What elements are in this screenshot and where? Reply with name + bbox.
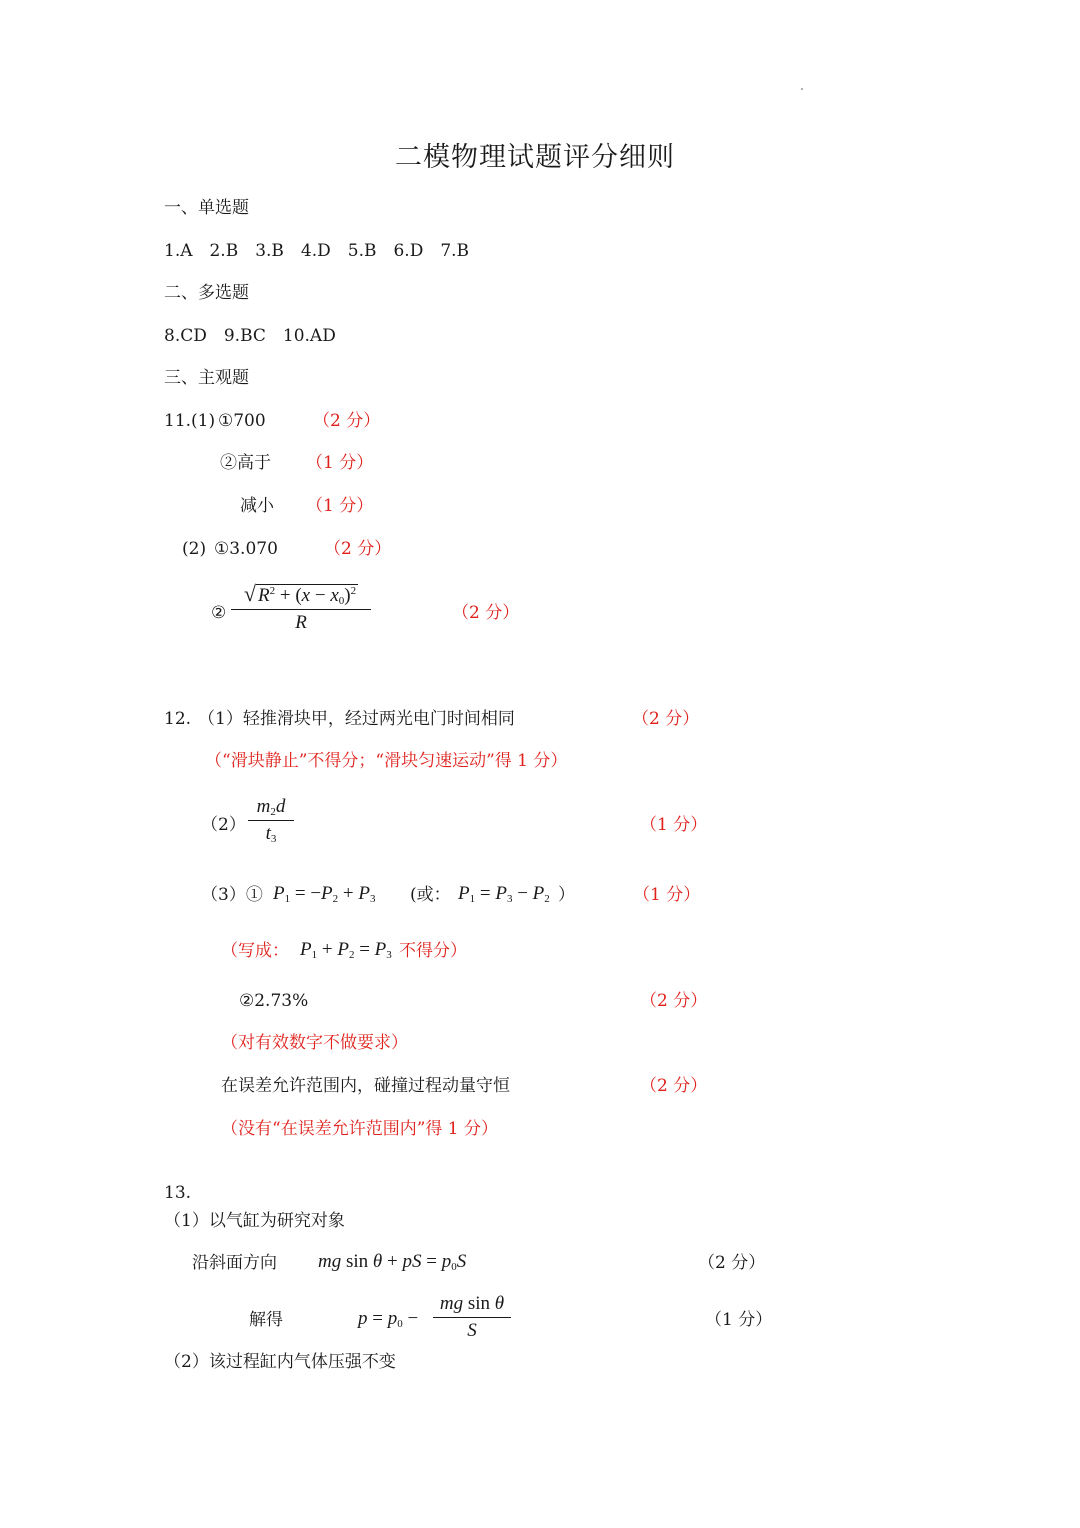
- q12-label: 12.: [164, 709, 192, 729]
- q12-part3-formula: $P_1 = -P_2 + P_3$: [273, 883, 376, 905]
- q12-score-2: （1 分）: [640, 815, 708, 835]
- q13-direction: 沿斜面方向: [192, 1253, 277, 1273]
- q11-score-5: （2 分）: [452, 603, 520, 623]
- q12-score-3: （1 分）: [633, 885, 701, 905]
- q12-part3-label: （3）①: [201, 885, 263, 905]
- sqrt-icon: √: [243, 581, 256, 606]
- q11-answer-5-formula: √ $R^2 + (x - x_0)^2$ R: [231, 581, 371, 634]
- q12-score-3b: （2 分）: [640, 991, 708, 1011]
- page-title: 二模物理试题评分细则: [395, 142, 675, 173]
- q12-note-3c: （没有“在误差允许范围内”得 1 分）: [221, 1119, 499, 1139]
- q13-score-2: （1 分）: [705, 1310, 773, 1330]
- single-choice-answers: 1.A 2.B 3.B 4.D 5.B 6.D 7.B: [164, 241, 470, 261]
- q13-part1: （1）以气缸为研究对象: [164, 1211, 345, 1231]
- section-heading-subjective: 三、主观题: [164, 368, 249, 388]
- q11-answer-1: ①700: [218, 411, 266, 431]
- q12-answer-3c: 在误差允许范围内，碰撞过程动量守恒: [221, 1076, 510, 1096]
- q13-part2: （2）该过程缸内气体压强不变: [164, 1352, 396, 1372]
- section-heading-single-choice: 一、单选题: [164, 198, 249, 218]
- q13-solve-label: 解得: [249, 1310, 283, 1330]
- q11-score-1: （2 分）: [313, 411, 381, 431]
- q12-note-3-close: 不得分）: [399, 941, 467, 961]
- section-heading-multi-choice: 二、多选题: [164, 283, 249, 303]
- multi-choice-answers: 8.CD 9.BC 10.AD: [164, 326, 336, 346]
- q11-label: 11.(1): [164, 411, 216, 431]
- q13-equation-2-lhs: $p = p_0$ −: [358, 1308, 419, 1330]
- q12-part3-or-close: ）: [558, 885, 575, 905]
- q12-part3-or: (或：: [410, 885, 451, 905]
- q11-part2-label: (2): [182, 539, 207, 559]
- q13-equation-2-fraction: mg sin θ S: [433, 1293, 511, 1342]
- q12-note-3b: （对有效数字不做要求）: [221, 1033, 408, 1053]
- q13-equation-1: mg sin θ + pS = $p_0S$: [318, 1251, 467, 1273]
- q12-score-1: （2 分）: [632, 709, 700, 729]
- q11-score-3: （1 分）: [306, 496, 374, 516]
- q11-score-4: （2 分）: [324, 539, 392, 559]
- q11-answer-4: ①3.070: [214, 539, 278, 559]
- q12-note-1: （“滑块静止”不得分；“滑块匀速运动”得 1 分）: [205, 751, 568, 771]
- q12-part2-label: （2）: [201, 815, 246, 835]
- q12-part2-formula: $m_2d$ $t_3$: [248, 796, 294, 845]
- q12-note-3-open: （写成：: [221, 941, 289, 961]
- q11-score-2: （1 分）: [306, 453, 374, 473]
- q12-part1: （1）轻推滑块甲，经过两光电门时间相同: [198, 709, 515, 729]
- sqrt-expression: √ $R^2 + (x - x_0)^2$: [243, 581, 357, 607]
- q12-answer-3b: ②2.73%: [239, 991, 309, 1011]
- q11-answer-2: ②高于: [220, 453, 271, 473]
- q12-score-3c: （2 分）: [640, 1076, 708, 1096]
- q11-answer-5-mark: ②: [211, 603, 227, 623]
- speck: [801, 88, 803, 90]
- q13-score-1: （2 分）: [698, 1253, 766, 1273]
- q11-answer-3: 减小: [240, 496, 274, 516]
- q13-label: 13.: [164, 1183, 192, 1203]
- q12-part3-alt-formula: $P_1 = P_3 - P_2$: [458, 883, 550, 905]
- q12-note-3-formula: $P_1 + P_2 = P_3$: [300, 939, 392, 961]
